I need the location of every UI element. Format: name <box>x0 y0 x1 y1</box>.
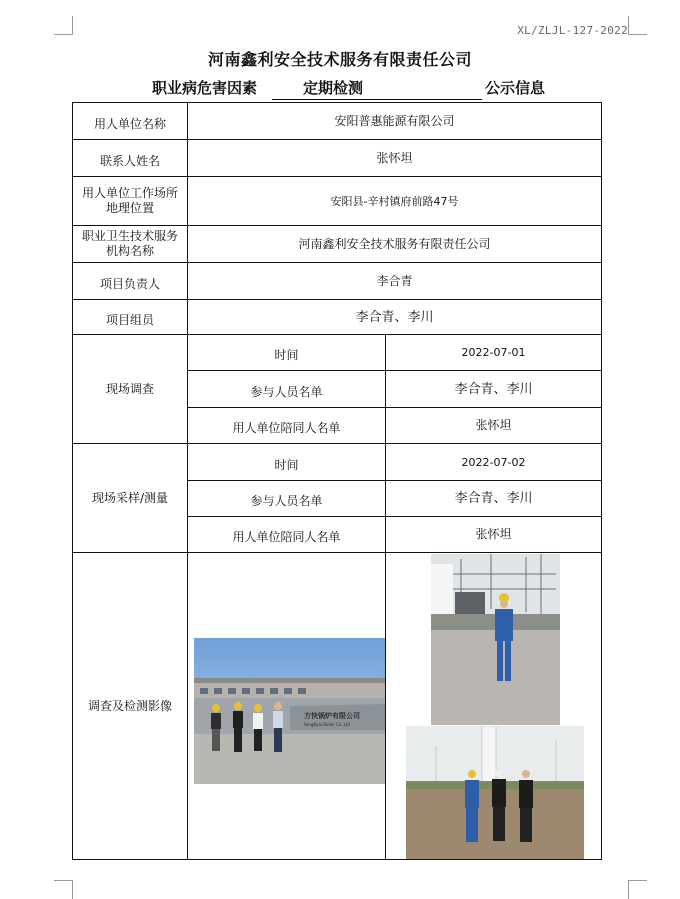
sampling-escort-label: 用人单位陪同人名单 <box>187 516 386 553</box>
site-survey-time-label: 时间 <box>187 334 386 371</box>
field-group-photo <box>406 726 584 859</box>
document-number: XL/ZLJL-127-2022 <box>517 24 628 37</box>
subtitle-suffix: 公示信息 <box>485 79 546 97</box>
crop-mark-bottom-right <box>628 880 647 899</box>
employer-name-label: 用人单位名称 <box>72 102 188 140</box>
sampling-label: 现场采样/测量 <box>72 443 188 553</box>
project-lead-value: 李合青 <box>187 262 602 300</box>
factory-sign-text: 方快锅炉有限公司 <box>304 712 360 720</box>
site-survey-participants-label: 参与人员名单 <box>187 370 386 408</box>
workplace-address-value: 安阳县-辛村镇府前路47号 <box>187 176 602 226</box>
sampling-participants-value: 李合青、李川 <box>385 480 602 517</box>
project-lead-label: 项目负责人 <box>72 262 188 300</box>
factory-group-photo <box>194 638 385 784</box>
substation-worker-photo <box>431 554 560 725</box>
site-survey-escort-value: 张怀坦 <box>385 407 602 444</box>
subtitle-fill-line <box>272 77 482 100</box>
project-members-label: 项目组员 <box>72 299 188 335</box>
site-survey-participants-value: 李合青、李川 <box>385 370 602 408</box>
contact-name-label: 联系人姓名 <box>72 139 188 177</box>
site-survey-label: 现场调查 <box>72 334 188 444</box>
site-survey-escort-label: 用人单位陪同人名单 <box>187 407 386 444</box>
employer-name-value: 安阳普惠能源有限公司 <box>187 102 602 140</box>
subtitle-prefix: 职业病危害因素 <box>152 79 258 97</box>
site-survey-time-value: 2022-07-01 <box>385 334 602 371</box>
sampling-participants-label: 参与人员名单 <box>187 480 386 517</box>
workplace-address-label: 用人单位工作场所地理位置 <box>72 176 188 226</box>
images-label: 调查及检测影像 <box>72 552 188 860</box>
sampling-escort-value: 张怀坦 <box>385 516 602 553</box>
factory-sign-text-en: FangKuai Boiler Co.,Ltd <box>304 722 351 727</box>
sampling-time-label: 时间 <box>187 443 386 481</box>
crop-mark-bottom-left <box>54 880 73 899</box>
service-org-label: 职业卫生技术服务机构名称 <box>72 225 188 263</box>
project-members-value: 李合青、李川 <box>187 299 602 335</box>
service-org-value: 河南鑫利安全技术服务有限责任公司 <box>187 225 602 263</box>
contact-name-value: 张怀坦 <box>187 139 602 177</box>
subtitle-fill: 定期检测 <box>303 79 364 97</box>
info-table <box>72 102 602 860</box>
sampling-time-value: 2022-07-02 <box>385 443 602 481</box>
document-title: 河南鑫利安全技术服务有限责任公司 <box>207 50 472 69</box>
crop-mark-top-left <box>54 16 73 35</box>
crop-mark-top-right <box>628 16 647 35</box>
